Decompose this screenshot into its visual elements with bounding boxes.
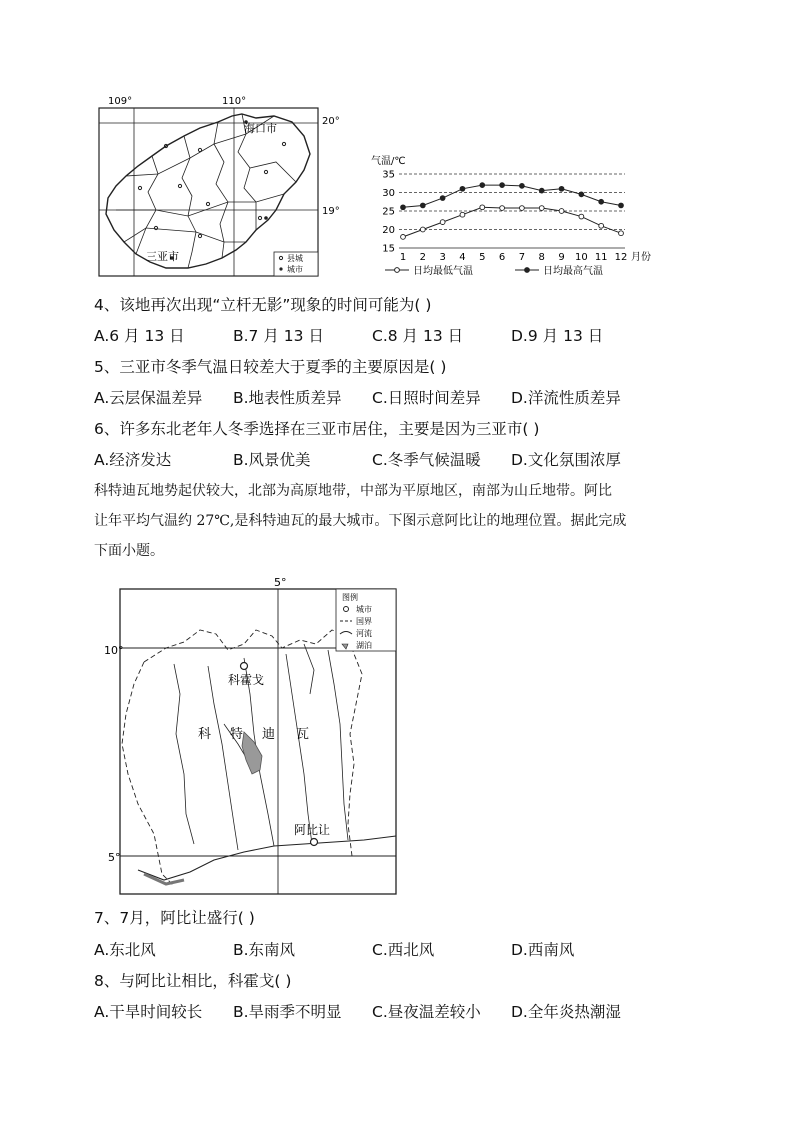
legend-label: 日均最高气温 — [543, 266, 603, 277]
question-5: 5、三亚市冬季气温日较差大于夏季的主要原因是( ) — [94, 358, 447, 376]
q8-option-a[interactable]: A.干旱时间较长 — [94, 1003, 203, 1021]
q4-option-b[interactable]: B.7 月 13 日 — [233, 327, 324, 345]
data-point — [460, 186, 465, 191]
legend-item-river: 河流 — [356, 629, 372, 638]
legend-city: 城市 — [287, 265, 303, 274]
passage — [94, 476, 698, 566]
legend-marker — [525, 268, 530, 273]
ivory-coast-map — [104, 574, 404, 898]
legend-item-lake: 湖泊 — [356, 641, 372, 650]
q6-option-b[interactable]: B.风景优美 — [233, 451, 311, 469]
country-label-3: 迪 — [262, 727, 276, 742]
data-point — [500, 206, 505, 211]
q5-option-a[interactable]: A.云层保温差异 — [94, 389, 203, 407]
question-8: 8、与阿比让相比，科霍戈( ) — [94, 972, 292, 990]
y-tick-label: 30 — [382, 188, 395, 199]
data-point — [599, 223, 604, 228]
x-tick-label: 12 — [614, 252, 628, 263]
legend-item-city: 城市 — [356, 605, 372, 614]
y-tick-label: 15 — [382, 243, 395, 255]
data-point — [619, 203, 624, 208]
data-point — [480, 183, 485, 188]
q4-option-a[interactable]: A.6 月 13 日 — [94, 327, 185, 345]
data-point — [579, 214, 584, 219]
data-point — [420, 203, 425, 208]
country-label-2: 特 — [230, 727, 244, 742]
series-line — [403, 185, 621, 207]
country-label-4: 瓦 — [296, 727, 310, 742]
x-tick-label: 8 — [538, 252, 545, 263]
x-tick-label: 5 — [479, 252, 486, 263]
legend-county: 县城 — [287, 254, 303, 263]
map2-lon: 5° — [274, 576, 287, 589]
chart-xlabel: 月份 — [631, 252, 651, 263]
legend-marker — [395, 268, 400, 273]
question-4: 4、该地再次出现“立杆无影”现象的时间可能为( ) — [94, 296, 432, 314]
q5-option-b[interactable]: B.地表性质差异 — [233, 389, 342, 407]
data-point — [520, 206, 525, 211]
data-point — [480, 205, 485, 210]
x-tick-label: 1 — [399, 252, 407, 263]
map2-legend-title: 图例 — [342, 593, 358, 602]
haikou-label: 海口市 — [244, 122, 277, 135]
q6-option-c[interactable]: C.冬季气候温暖 — [372, 451, 481, 469]
country-label-1: 科 — [198, 727, 212, 742]
chart-ylabel: 气温/℃ — [371, 156, 406, 167]
temperature-chart — [365, 150, 665, 285]
q8-option-d[interactable]: D.全年炎热潮湿 — [511, 1003, 621, 1021]
x-tick-label: 9 — [558, 252, 565, 263]
korhogo-label: 科霍戈 — [228, 673, 265, 687]
legend-item-border: 国界 — [356, 617, 372, 626]
data-point — [500, 183, 505, 188]
q6-option-a[interactable]: A.经济发达 — [94, 451, 172, 469]
x-tick-label: 11 — [594, 252, 608, 263]
legend-label: 日均最低气温 — [413, 266, 473, 277]
map2-lat-bottom: 5° — [108, 851, 121, 864]
abidjan-label: 阿比让 — [294, 823, 331, 837]
data-point — [520, 183, 525, 188]
y-tick-label: 25 — [382, 206, 395, 218]
data-point — [619, 231, 624, 236]
q8-option-b[interactable]: B.旱雨季不明显 — [233, 1003, 342, 1021]
data-point — [559, 186, 564, 191]
map1-lon-left: 109° — [108, 96, 133, 107]
map2-lat-top: 10° — [104, 644, 124, 657]
data-point — [460, 212, 465, 217]
data-point — [539, 206, 544, 211]
passage-line: 下面小题。 — [94, 543, 164, 559]
series-line — [403, 207, 621, 237]
question-7: 7、7月，阿比让盛行( ) — [94, 909, 255, 927]
x-tick-label: 7 — [518, 252, 526, 263]
data-point — [599, 199, 604, 204]
q8-option-c[interactable]: C.昼夜温差较小 — [372, 1003, 481, 1021]
data-point — [440, 196, 445, 201]
map1-lat-top: 20° — [322, 116, 340, 127]
hainan-map — [96, 92, 340, 282]
y-tick-label: 20 — [382, 225, 395, 236]
data-point — [401, 235, 406, 240]
q4-option-d[interactable]: D.9 月 13 日 — [511, 327, 604, 345]
data-point — [420, 227, 425, 232]
passage-line: 让年平均气温约 27℃,是科特迪瓦的最大城市。下图示意阿比让的地理位置。据此完成 — [94, 513, 627, 529]
q5-option-c[interactable]: C.日照时间差异 — [372, 389, 481, 407]
map1-lon-right: 110° — [222, 96, 247, 107]
x-tick-label: 10 — [574, 252, 588, 263]
data-point — [539, 188, 544, 193]
q7-option-c[interactable]: C.西北风 — [372, 941, 435, 959]
sanya-label: 三亚市 — [146, 250, 179, 263]
q7-option-a[interactable]: A.东北风 — [94, 941, 156, 959]
passage-line: 科特迪瓦地势起伏较大，北部为高原地带，中部为平原地区，南部为山丘地带。阿比 — [94, 483, 612, 499]
q6-option-d[interactable]: D.文化氛围浓厚 — [511, 451, 621, 469]
x-tick-label: 3 — [439, 252, 446, 263]
data-point — [559, 209, 564, 214]
x-tick-label: 6 — [498, 252, 506, 263]
question-6: 6、许多东北老年人冬季选择在三亚市居住，主要是因为三亚市( ) — [94, 420, 540, 438]
q4-option-c[interactable]: C.8 月 13 日 — [372, 327, 464, 345]
x-tick-label: 4 — [459, 252, 466, 263]
q7-option-d[interactable]: D.西南风 — [511, 941, 575, 959]
q7-option-b[interactable]: B.东南风 — [233, 941, 296, 959]
q5-option-d[interactable]: D.洋流性质差异 — [511, 389, 621, 407]
data-point — [440, 220, 445, 225]
map1-lat-bottom: 19° — [322, 206, 340, 217]
data-point — [401, 205, 406, 210]
x-tick-label: 2 — [419, 252, 427, 263]
y-tick-label: 35 — [382, 169, 395, 181]
data-point — [579, 192, 584, 197]
